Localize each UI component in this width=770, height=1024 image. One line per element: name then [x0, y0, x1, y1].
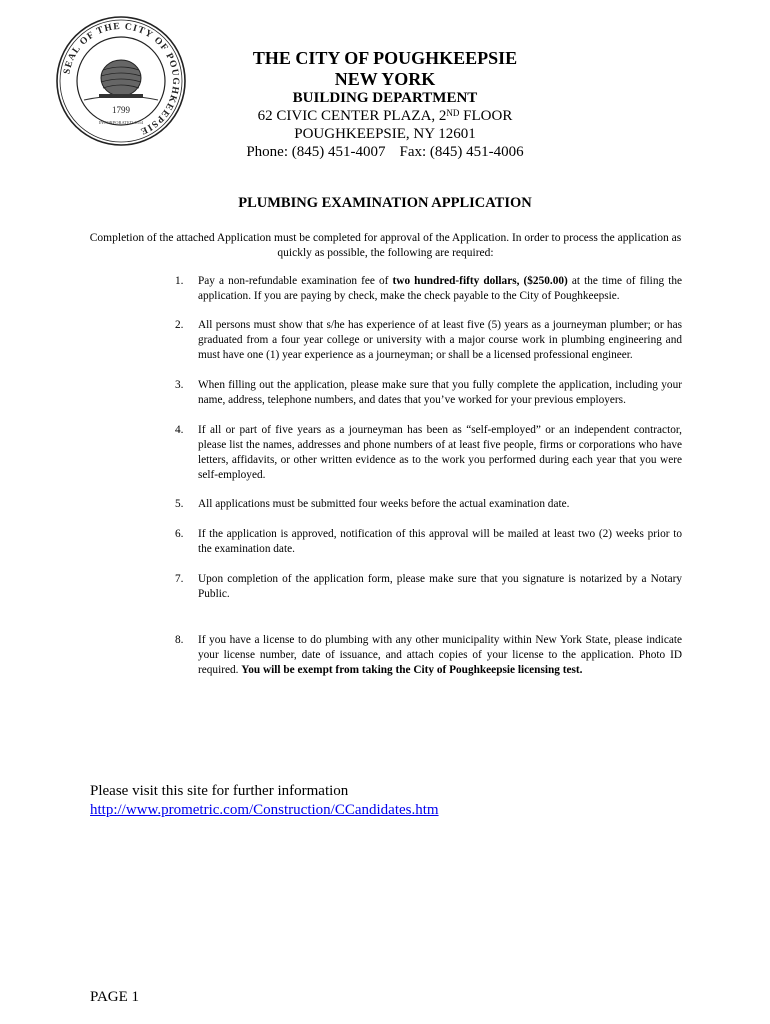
city-seal-logo [54, 14, 188, 148]
contact-numbers [190, 143, 580, 162]
svg-text:INCORPORATED 1854: INCORPORATED 1854 [98, 120, 144, 125]
svg-text:SEAL OF THE CITY OF POUGHKEEPS: SEAL OF THE CITY OF POUGHKEEPSIE [62, 21, 181, 137]
svg-text:1799: 1799 [112, 105, 130, 115]
item-number: 3. [175, 379, 184, 391]
item-number: 6. [175, 528, 184, 540]
requirement-item: 8. If you have a license to do plumbing with any other municipality within New York State, please indicate your license number, date of issuance, and attach copies of your license to the application. Photo ID required. You will be exempt from taking the City of Poughkeepsie licensing test. [175, 634, 682, 676]
fax-number: Fax: (845) 451-4006 [399, 144, 524, 160]
requirement-item: 4. If all or part of five years as a journeyman has been as “self-employed” or an independent contractor, please list the names, addresses and phone numbers of at least five people, firms or corporations who have letters, affidavits, or other written evidence as to the work you performed during each year that you were self-employed. [175, 424, 682, 481]
department-name: BUILDING DEPARTMENT [292, 90, 478, 106]
city-name: THE CITY OF POUGHKEEPSIE [252, 48, 518, 68]
further-info-text: Please visit this site for further information [90, 783, 349, 799]
item-number: 5. [175, 498, 184, 510]
city-state-zip: POUGHKEEPSIE, NY 12601 [294, 126, 476, 142]
item-number: 8. [175, 634, 184, 646]
requirement-item: 5. All applications must be submitted four weeks before the actual examination date. [175, 498, 570, 510]
street-address: 62 CIVIC CENTER PLAZA, 2ND FLOOR [257, 108, 513, 124]
item-number: 4. [175, 424, 184, 436]
form-title: PLUMBING EXAMINATION APPLICATION [238, 195, 532, 211]
requirement-item: 6. If the application is approved, notification of this approval will be mailed at least two (2) weeks prior to the examination date. [175, 528, 682, 555]
requirement-item: 2. All persons must show that s/he has experience of at least five (5) years as a journeyman plumber; or has graduated from a four year college or university with a major course work in plumbing engineering and must have one (1) year experience as a journeyman; or shall be a licensed professional engineer. [175, 319, 682, 361]
phone-number: Phone: (845) 451-4007 [246, 144, 386, 160]
page-number: PAGE 1 [90, 989, 140, 1005]
requirement-item: 3. When filling out the application, please make sure that you fully complete the application, including your name, address, telephone numbers, and dates that you’ve worked for your previous employers. [175, 379, 682, 406]
item-number: 1. [175, 275, 184, 287]
state-name: NEW YORK [334, 69, 436, 89]
requirements-list [170, 274, 682, 678]
requirement-item: 1. Pay a non-refundable examination fee of two hundred-fifty dollars, ($250.00) at the time of filing the application. If you are paying by check, make the check payable to the City of Poughkeepsie. [175, 275, 682, 302]
prometric-link[interactable]: http://www.prometric.com/Construction/CCandidates.htm [90, 802, 439, 818]
intro-paragraph: Completion of the attached Application must be completed for approval of the Application. In order to process the application as quickly as possible, the following are required: [89, 232, 682, 259]
requirement-item: 7. Upon completion of the application form, please make sure that you signature is notarized by a Notary Public. [175, 573, 682, 600]
item-number: 7. [175, 573, 184, 585]
item-number: 2. [175, 319, 184, 331]
